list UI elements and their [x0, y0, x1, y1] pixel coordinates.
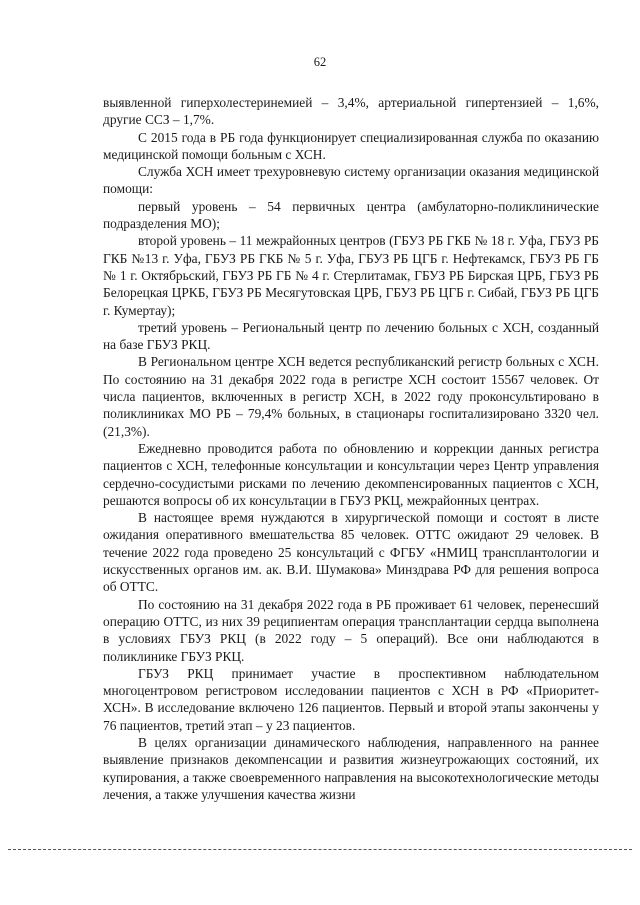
paragraph-daily-work: Ежедневно проводится работа по обновлению и коррекции данных регистра пациентов с ХСН, телефонные консультации и консультации через Центр управления сердечно-сосудистыми рисками по лечению декомпенсированных пациентов с ХСН, решаются вопросы об их консультации в ГБУЗ РКЦ, межрайонных центрах. — [103, 440, 599, 508]
document-body — [103, 94, 599, 803]
paragraph-service-2015: С 2015 года в РБ года функционирует специализированная служба по оказанию медицинской помощи больным с ХСН. — [103, 129, 599, 162]
list-item-second-level: второй уровень – 11 межрайонных центров (ГБУЗ РБ ГКБ № 18 г. Уфа, ГБУЗ РБ ГКБ №13 г. Уфа, ГБУЗ РБ ГКБ № 5 г. Уфа, ГБУЗ РБ ЦГБ г. Нефтекамск, ГБУЗ РБ ГБ № 1 г. Октябрьский, ГБУЗ РБ ГБ № 4 г. Стерлитамак, ГБУЗ РБ Бирская ЦРБ, ГБУЗ РБ Белорецкая ЦРКБ, ГБУЗ РБ Месягутовская ЦРБ, ГБУЗ РБ ЦГБ г. Сибай, ГБУЗ РБ ЦГБ г. Кумертау); — [103, 233, 599, 318]
footer-divider — [8, 849, 632, 850]
paragraph-transplant-patients: По состоянию на 31 декабря 2022 года в РБ проживает 61 человек, перенесший операцию ОТТС, из них 39 реципиентам операция трансплантации сердца выполнена в условиях ГБУЗ РКЦ (в 2022 году – 5 операций). Все они наблюдаются в поликлинике ГБУЗ РКЦ. — [103, 596, 599, 664]
page-number: 62 — [313, 55, 327, 69]
paragraph-three-levels: Служба ХСН имеет трехуровневую систему организации оказания медицинской помощи: — [103, 164, 599, 197]
paragraph-dynamic-observation: В целях организации динамического наблюдения, направленного на раннее выявление признаков декомпенсации и развития жизнеугрожающих состояний, их купирования, а также своевременного направления на высокотехнологические методы лечения, а также улучшения качества жизни — [103, 734, 599, 802]
paragraph-registry: В Региональном центре ХСН ведется республиканский регистр больных с ХСН. По состоянию на 31 декабря 2022 года в регистре ХСН состоит 15567 человек. От числа пациентов, включенных в регистр ХСН, в 2022 году проконсультировано в поликлиниках МО РБ – 79,4% больных, в стационары госпитализировано 3320 чел. (21,3%). — [103, 354, 599, 439]
list-item-first-level: первый уровень – 54 первичных центра (амбулаторно-поликлинические подразделения МО); — [103, 198, 599, 232]
paragraph-surgery-waiting: В настоящее время нуждаются в хирургической помощи и состоят в листе ожидания оперативного вмешательства 85 человек. ОТТС ожидают 29 человек. В течение 2022 года проведено 25 консультаций с ФГБУ «НМИЦ трансплантологии и искусственных органов им. ак. В.И. Шумакова» Минздрава РФ для решения вопроса об ОТТС. — [103, 510, 599, 595]
list-item-third-level: третий уровень – Региональный центр по лечению больных с ХСН, созданный на базе ГБУЗ РКЦ. — [103, 319, 599, 353]
paragraph-priority-study: ГБУЗ РКЦ принимает участие в проспективном наблюдательном многоцентровом регистровом исследовании пациентов с ХСН в РФ «Приоритет-ХСН». В исследование включено 126 пациентов. Первый и второй этапы закончены у 76 пациентов, третий этап – у 23 пациентов. — [103, 665, 599, 733]
paragraph-intro-continuation: выявленной гиперхолестеринемией – 3,4%, артериальной гипертензией – 1,6%, другие ССЗ – 1,7%. — [103, 95, 599, 128]
